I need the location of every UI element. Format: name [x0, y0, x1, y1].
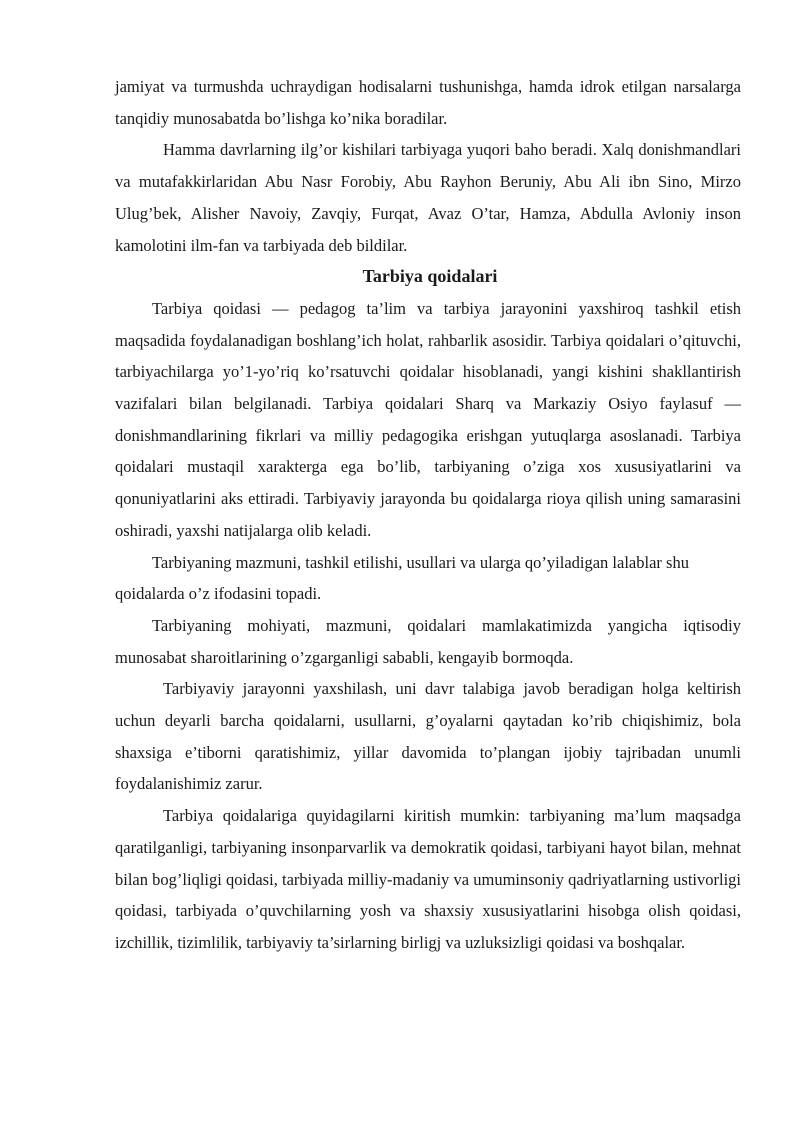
- body-paragraph-2: Tarbiyaning mazmuni, tashkil etilishi, usullari va ularga qo’yiladigan lalablar shu qoidalarda o’z ifodasini topadi.: [115, 552, 689, 604]
- body-paragraph-3: Tarbiyaning mohiyati, mazmuni, qoidalari mamlakatimizda yangicha iqtisodiy munosabat sharoitlarining o’zgarganligi sababli, kengayib bormoqda.: [115, 615, 741, 667]
- section-title: Tarbiya qoidalari: [362, 266, 498, 287]
- body-paragraph-4: Tarbiyaviy jarayonni yaxshilash, uni davr talabiga javob beradigan holga keltirish uchun deyarli barcha qoidalarni, usullarni, g’oyalarni qaytadan ko’rib chiqishimiz, bola shaxsiga e’tiborni qaratishimiz, yillar davomida to’plangan ijobiy tajribadan unumli foydalanishimiz zarur.: [115, 679, 741, 794]
- intro-paragraph: Hamma davrlarning ilg’or kishilari tarbiyaga yuqori baho beradi. Xalq donishmandlari va mutafakkirlaridan Abu Nasr Forobiy, Abu Rayhon Beruniy, Abu Ali ibn Sino, Mirzo Ulug’bek, Alisher Navoiy, Zavqiy, Furqat, Avaz O’tar, Hamza, Abdulla Avloniy inson kamolotini ilm-fan va tarbiyada deb bildilar.: [115, 140, 741, 255]
- document-page: [115, 71, 741, 959]
- intro-continuation-paragraph: jamiyat va turmushda uchraydigan hodisalarni tushunishga, hamda idrok etilgan narsalarga tanqidiy munosabatda bo’lishga ko’nika boradilar.: [115, 77, 741, 128]
- body-paragraph-5: Tarbiya qoidalariga quyidagilarni kiritish mumkin: tarbiyaning ma’lum maqsadga qaratilganligi, tarbiyaning insonparvarlik va demokratik qoidasi, tarbiyani hayot bilan, mehnat bilan bog’liqligi qoidasi, tarbiyada milliy-madaniy va umuminsoniy qadriyatlarning ustivorligi qoidasi, tarbiyada o’quvchilarning yosh va shaxsiy xususiyatlarini hisobga olish qoidasi, izchillik, tizimlilik, tarbiyaviy ta’sirlarning birligj va uzluksizligi qoidasi va boshqalar.: [115, 806, 741, 952]
- body-paragraph-1: Tarbiya qoidasi — pedagog ta’lim va tarbiya jarayonini yaxshiroq tashkil etish maqsadida foydalanadigan boshlang’ich holat, rahbarlik asosidir. Tarbiya qoidalari o’qituvchi, tarbiyachilarga yo’1-yo’riq ko’rsatuvchi qoidalar hisoblanadi, yangi kishini shakllantirish vazifalari bilan belgilanadi. Tarbiya qoidalari Sharq va Markaziy Osiyo faylasuf — donishmandlarining fikrlari va milliy pedagogika erishgan yutuqlarga asoslanadi. Tarbiya qoidalari mustaqil xarakterga ega bo’lib, tarbiyaning o’ziga xos xususiyatlarini va qonuniyatlarini aks ettiradi. Tarbiyaviy jarayonda bu qoidalarga rioya qilish uning samarasini oshiradi, yaxshi natijalarga olib keladi.: [115, 298, 741, 540]
